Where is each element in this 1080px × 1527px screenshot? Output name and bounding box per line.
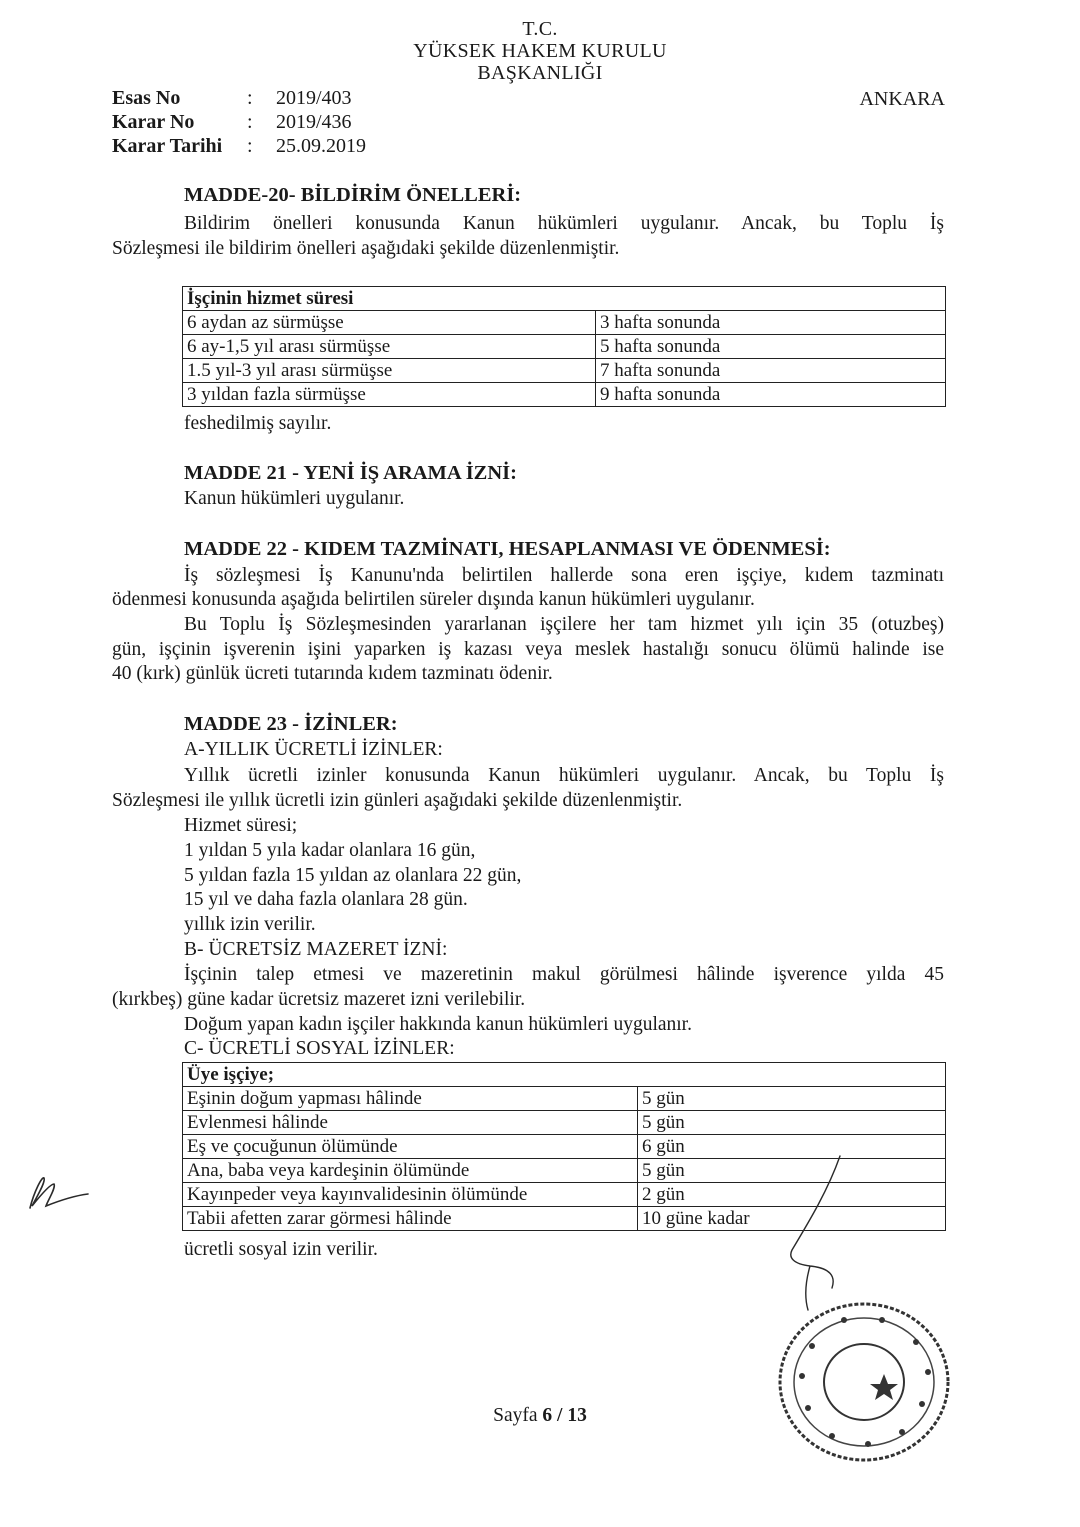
meta-value: 25.09.2019: [276, 135, 366, 157]
table-cell: Evlenmesi hâlinde: [183, 1111, 638, 1135]
meta-value: 2019/403: [276, 87, 352, 109]
m23-a-line1: Yıllık ücretli izinler konusunda Kanun hükümleri uygulanır. Ancak, bu Toplu İş: [184, 765, 944, 786]
table-row: [183, 383, 946, 407]
table-header: İşçinin hizmet süresi: [183, 287, 946, 311]
meta-sep: :: [247, 135, 253, 157]
m21-text: Kanun hükümleri uygulanır.: [184, 488, 405, 509]
table-cell: Ana, baba veya kardeşinin ölümünde: [183, 1159, 638, 1183]
section-title-m22: MADDE 22 - KIDEM TAZMİNATI, HESAPLANMASI VE ÖDENMESİ:: [184, 538, 831, 560]
table-cell: Tabii afetten zarar görmesi hâlinde: [183, 1207, 638, 1231]
m23-c-title: C- ÜCRETLİ SOSYAL İZİNLER:: [184, 1038, 455, 1059]
header-tc: T.C.: [522, 18, 558, 40]
m23-a-line2: Sözleşmesi ile yıllık ücretli izin günleri aşağıdaki şekilde düzenlenmiştir.: [112, 790, 683, 811]
m20-line1: Bildirim önelleri konusunda Kanun hükümleri uygulanır. Ancak, bu Toplu İş: [184, 213, 944, 234]
table-cell: 5 gün: [638, 1159, 946, 1183]
m20-line2: Sözleşmesi ile bildirim önelleri aşağıdaki şekilde düzenlenmiştir.: [112, 238, 620, 259]
header-institution: YÜKSEK HAKEM KURULU: [413, 40, 667, 62]
m23-b-line1: İşçinin talep etmesi ve mazeretinin makul görülmesi hâlinde işverence yılda 45: [184, 964, 944, 985]
table-cell: 9 hafta sonunda: [596, 383, 946, 407]
m23-a-line7: yıllık izin verilir.: [184, 914, 316, 935]
meta-label: Esas No: [112, 87, 181, 109]
table-header-row: [183, 1063, 946, 1087]
initials-signature-icon: [22, 1162, 94, 1218]
m23-b-title: B- ÜCRETSİZ MAZERET İZNİ:: [184, 939, 448, 960]
table-header-row: [183, 287, 946, 311]
m23-a-line3: Hizmet süresi;: [184, 815, 298, 836]
meta-label: Karar Tarihi: [112, 135, 223, 157]
m23-c-after: ücretli sosyal izin verilir.: [184, 1239, 378, 1260]
notice-period-table: [182, 286, 946, 407]
table-cell: 5 gün: [638, 1087, 946, 1111]
section-title-m20: MADDE-20- BİLDİRİM ÖNELLERİ:: [184, 184, 522, 206]
m22-p2l3: 40 (kırk) günlük ücreti tutarında kıdem tazminatı ödenir.: [112, 663, 553, 684]
page-number: [0, 1405, 1080, 1427]
m23-a-line6: 15 yıl ve daha fazla olanlara 28 gün.: [184, 889, 468, 910]
table-header: Üye işçiye;: [183, 1063, 946, 1087]
meta-value: 2019/436: [276, 111, 352, 133]
meta-row-karar: [0, 110, 600, 135]
header-city: ANKARA: [859, 88, 945, 110]
page-prefix: Sayfa: [493, 1405, 543, 1426]
m23-a-line4: 1 yıldan 5 yıla kadar olanlara 16 gün,: [184, 840, 476, 861]
table-cell: 6 aydan az sürmüşse: [183, 311, 596, 335]
table-cell: Kayınpeder veya kayınvalidesinin ölümünde: [183, 1183, 638, 1207]
m22-p2l2: gün, işçinin işverenin işini yaparken iş kazası veya meslek hastalığı sonucu ölümü halinde ise: [112, 639, 944, 660]
m22-p2l1: Bu Toplu İş Sözleşmesinden yararlanan işçilere her tam hizmet yılı için 35 (otuzbeş): [184, 614, 944, 635]
meta-sep: :: [247, 111, 253, 133]
table-cell: Eş ve çocuğunun ölümünde: [183, 1135, 638, 1159]
official-stamp-icon: [772, 1296, 954, 1466]
header-presidency: BAŞKANLIĞI: [477, 62, 603, 84]
table-cell: 3 yıldan fazla sürmüşse: [183, 383, 596, 407]
table-cell: 6 gün: [638, 1135, 946, 1159]
table-row: [183, 311, 946, 335]
table-cell: 6 ay-1,5 yıl arası sürmüşse: [183, 335, 596, 359]
table-cell: 2 gün: [638, 1183, 946, 1207]
table-row: [183, 1087, 946, 1111]
table-cell: 7 hafta sonunda: [596, 359, 946, 383]
m22-p1l2: ödenmesi konusunda aşağıda belirtilen süreler dışında kanun hükümleri uygulanır.: [112, 589, 755, 610]
table-cell: 3 hafta sonunda: [596, 311, 946, 335]
section-title-m23: MADDE 23 - İZİNLER:: [184, 713, 398, 735]
signature-icon: [770, 1150, 880, 1320]
table-row: [183, 1111, 946, 1135]
table-row: [183, 335, 946, 359]
meta-row-esas: [0, 86, 600, 111]
m22-p1l1: İş sözleşmesi İş Kanunu'nda belirtilen hallerde sona eren işçiye, kıdem tazminatı: [184, 565, 944, 586]
m23-a-line5: 5 yıldan fazla 15 yıldan az olanlara 22 gün,: [184, 865, 522, 886]
table-cell: Eşinin doğum yapması hâlinde: [183, 1087, 638, 1111]
page-number-value: 6 / 13: [542, 1405, 587, 1426]
case-meta: [0, 86, 600, 166]
m23-b-line3: Doğum yapan kadın işçiler hakkında kanun hükümleri uygulanır.: [184, 1014, 692, 1035]
m23-a-title: A-YILLIK ÜCRETLİ İZİNLER:: [184, 739, 443, 760]
meta-label: Karar No: [112, 111, 195, 133]
table-cell: 5 hafta sonunda: [596, 335, 946, 359]
meta-sep: :: [247, 87, 253, 109]
table-row: [183, 359, 946, 383]
table-cell: 1.5 yıl-3 yıl arası sürmüşse: [183, 359, 596, 383]
table-cell: 5 gün: [638, 1111, 946, 1135]
m20-after: feshedilmiş sayılır.: [184, 413, 332, 434]
m23-b-line2: (kırkbeş) güne kadar ücretsiz mazeret izni verilebilir.: [112, 989, 526, 1010]
section-title-m21: MADDE 21 - YENİ İŞ ARAMA İZNİ:: [184, 462, 517, 484]
meta-row-tarih: [0, 134, 600, 159]
table-cell: 10 güne kadar: [638, 1207, 946, 1231]
